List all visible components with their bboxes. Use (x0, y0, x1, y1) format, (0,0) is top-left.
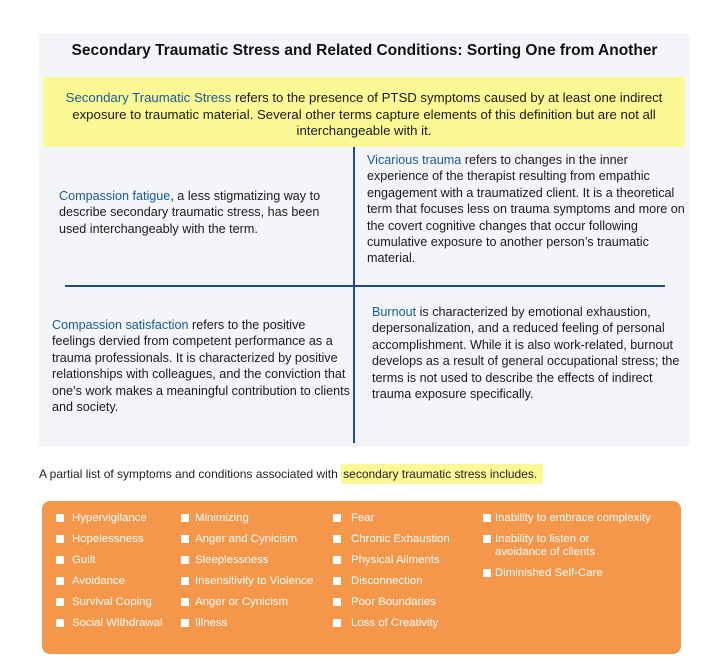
list-item: Loss of Creativity (333, 617, 450, 638)
list-item: Disconnection (333, 575, 450, 596)
list-item: Survival Coping (56, 596, 163, 617)
vicarious-trauma-term: Vicarious trauma (367, 153, 462, 167)
bullet-square-icon (483, 569, 491, 577)
symptoms-intro-highlight: secondary traumatic stress includes. (341, 464, 543, 484)
symptoms-intro-prefix: A partial list of symptoms and conditions associated with (39, 467, 342, 481)
horizontal-divider (65, 285, 665, 287)
definition-text: refers to the presence of PTSD symptoms caused by at least one indirect exposure to traumatic material. Several other terms capture elements of this definition but are not all interchangeable with it. (72, 90, 663, 138)
vicarious-trauma-text: refers to changes in the inner experience of the therapist resulting from empathic engagement with a traumatized client. It is a theoretical term that focuses less on trauma symptoms and more on the covert cognitive changes that occur following cumulative exposure to another person’s traumatic material. (367, 153, 685, 266)
bullet-square-icon (56, 619, 64, 627)
quadrant-compassion-fatigue (59, 188, 349, 237)
list-item: Inability to embrace complexity (483, 512, 651, 533)
list-item: Avoidance (56, 575, 163, 596)
symptom-column-1 (56, 512, 163, 638)
bullet-square-icon (56, 577, 64, 585)
list-item: Social Withdrawal (56, 617, 163, 638)
list-item: Diminished Self-Care (483, 567, 651, 588)
bullet-square-icon (181, 619, 189, 627)
infographic-title: Secondary Traumatic Stress and Related Conditions: Sorting One from Another (71, 42, 658, 59)
list-item: Fear (333, 512, 450, 533)
symptom-column-2 (181, 512, 313, 638)
bullet-square-icon (333, 619, 341, 627)
list-item: Anger or Cynicism (181, 596, 313, 617)
compassion-satisfaction-term: Compassion satisfaction (52, 318, 189, 332)
list-item: Sleeplessness (181, 554, 313, 575)
definition-term: Secondary Traumatic Stress (65, 90, 232, 105)
bullet-square-icon (333, 598, 341, 606)
infographic-panel (39, 34, 690, 446)
burnout-term: Burnout (372, 305, 417, 319)
list-item: Chronic Exhaustion (333, 533, 450, 554)
list-item: Hypervigilance (56, 512, 163, 533)
compassion-fatigue-term: Compassion fatigue (59, 189, 171, 203)
compassion-satisfaction-text: refers to the positive feelings dervied from competent performance as a trauma professionals. It is characterized by positive relationships with colleagues, and the conviction that one’s work makes a meaningful contribution to clients and society. (52, 318, 350, 415)
bullet-square-icon (181, 598, 189, 606)
list-item: Inability to listen or avoidance of clients (483, 533, 615, 567)
list-item: Poor Boundaries (333, 596, 450, 617)
bullet-square-icon (56, 535, 64, 543)
symptom-list-panel (42, 501, 681, 654)
list-item: Illness (181, 617, 313, 638)
quadrant-vicarious-trauma (367, 152, 685, 267)
compassion-fatigue-text: , a less stigmatizing way to describe secondary traumatic stress, has been used interchangeably with the term. (59, 189, 321, 236)
quadrant-burnout (372, 304, 688, 402)
bullet-square-icon (181, 535, 189, 543)
bullet-square-icon (333, 577, 341, 585)
symptom-column-4 (483, 512, 651, 588)
vertical-divider (353, 147, 355, 443)
burnout-text: is characterized by emotional exhaustion, depersonalization, and a reduced feeling of personal accomplishment. While it is also work-related, burnout develops as a result of general occupational stress; the terms is not used to describe the effects of indirect trauma exposure specifically. (372, 305, 680, 402)
bullet-square-icon (333, 514, 341, 522)
bullet-square-icon (483, 514, 491, 522)
list-item: Anger and Cynicism (181, 533, 313, 554)
bullet-square-icon (56, 556, 64, 564)
bullet-square-icon (181, 514, 189, 522)
bullet-square-icon (181, 556, 189, 564)
list-item: Insensitivity to Violence (181, 575, 313, 596)
quadrant-compassion-satisfaction (52, 317, 352, 415)
list-item: Hopelessness (56, 533, 163, 554)
bullet-square-icon (56, 598, 64, 606)
definition-box (43, 77, 685, 147)
list-item: Physical Ailments (333, 554, 450, 575)
symptoms-intro (39, 467, 543, 481)
list-item: Guilt (56, 554, 163, 575)
bullet-square-icon (181, 577, 189, 585)
bullet-square-icon (56, 514, 64, 522)
symptom-column-3 (333, 512, 450, 638)
bullet-square-icon (483, 535, 491, 543)
list-item: Minimizing (181, 512, 313, 533)
bullet-square-icon (333, 556, 341, 564)
bullet-square-icon (333, 535, 341, 543)
